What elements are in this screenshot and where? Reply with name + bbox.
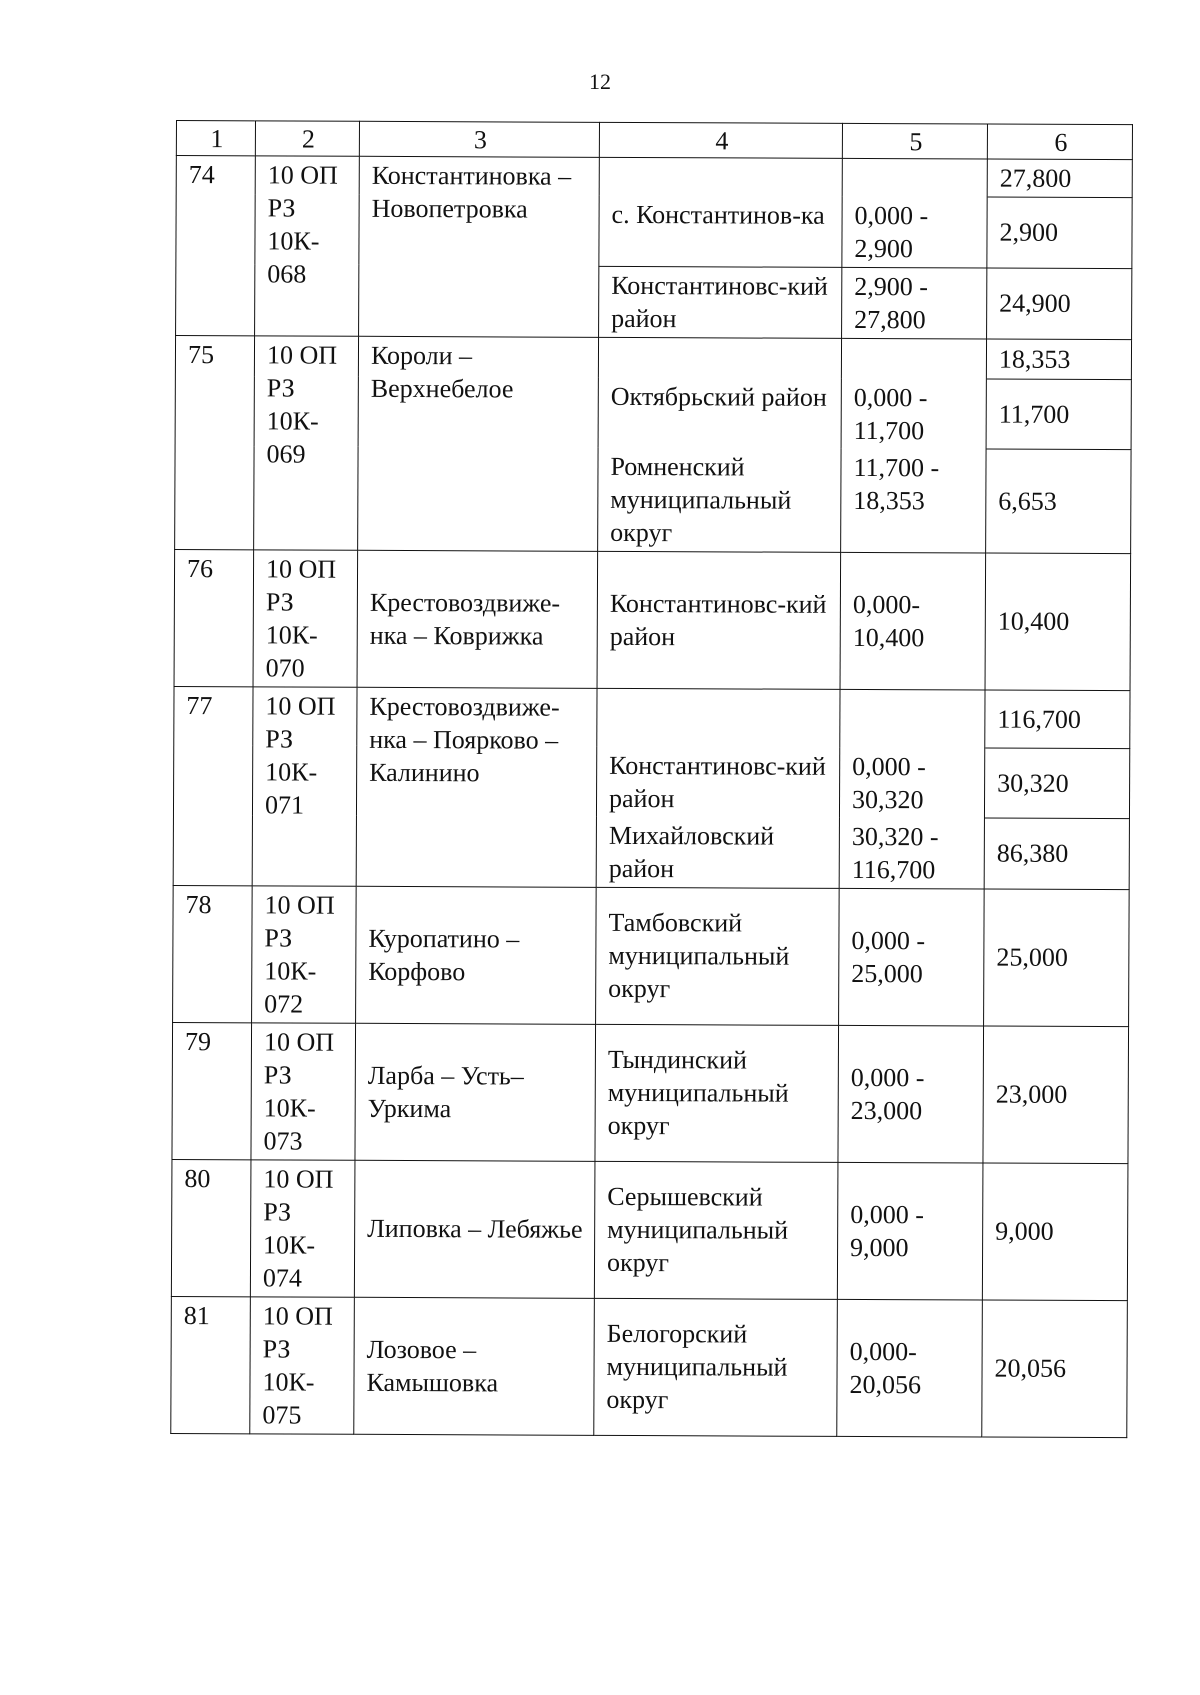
road-code-line: 070 [265,652,305,683]
segment-area: Ромненский муниципальный округ [598,447,841,552]
road-code-line: РЗ [263,1059,292,1090]
range-cell: 0,000 - 23,000 [838,1025,984,1163]
segment-length: 30,320 [984,748,1129,819]
road-code-line: 074 [262,1262,303,1293]
road-code-line: 10К- [263,1092,316,1123]
segment-range: 0,000 - 2,900 [842,196,987,267]
road-code-line: 10К- [263,1229,316,1260]
table-row [176,156,1132,198]
range-cell: 0,000- 10,400 [840,552,986,690]
area-cell-empty [599,157,842,196]
road-name: Крестовоздвиже-нка – Коврижка [357,550,598,688]
range-cell-empty [841,338,986,379]
length-cell: 23,000 [983,1026,1129,1164]
length-cell: 20,056 [982,1300,1128,1438]
length-cell: 10,400 [985,553,1131,691]
road-code [252,686,357,885]
area-cell: Белогорский муниципальный округ [594,1298,838,1436]
road-code-line: РЗ [266,372,295,403]
segment-area: Константиновс-кий район [599,266,842,338]
segment-length: 11,700 [986,379,1131,450]
row-number: 74 [176,156,256,336]
segment-range: 30,320 - 116,700 [839,817,984,888]
road-code-line: 10К- [266,405,319,436]
area-cell: Тамбовский муниципальный округ [596,887,840,1025]
road-code-line: 10К- [265,756,318,787]
roads-table [170,120,1133,1438]
table-row [172,1022,1129,1163]
road-code-line: РЗ [265,723,294,754]
road-code [250,1296,355,1433]
area-cell-empty [597,688,840,748]
table-row [175,335,1131,380]
header-cell: 2 [255,121,359,156]
area-cell: Тындинский муниципальный округ [595,1024,839,1162]
road-code [250,1159,355,1296]
road-code-line: 075 [262,1399,302,1430]
road-code-line: 10 ОП [266,339,338,370]
road-code [255,156,360,336]
length-cell: 25,000 [984,889,1130,1027]
range-cell-empty [840,689,985,748]
total-length: 27,800 [987,159,1132,198]
road-code [253,549,358,686]
segment-length: 86,380 [984,818,1129,889]
road-name: Короли – Верхнебелое [358,336,599,551]
road-name: Куропатино – Корфово [356,886,597,1024]
segment-range: 0,000 - 11,700 [841,378,986,449]
row-number: 79 [172,1022,252,1159]
segment-area: Михайловский район [596,816,839,888]
road-code-line: 10 ОП [267,160,338,190]
road-code-line: 10 ОП [265,553,337,584]
header-cell: 3 [359,121,599,157]
row-number: 78 [173,885,253,1022]
road-code-line: РЗ [263,1196,292,1227]
range-cell: 0,000- 20,056 [837,1299,983,1437]
road-code-line: РЗ [265,586,294,617]
length-cell: 9,000 [982,1163,1128,1301]
road-code-line: 10 ОП [264,889,335,920]
road-code-line: 10К- [264,955,317,986]
road-code-line: 069 [266,438,306,469]
total-length: 18,353 [986,339,1131,380]
road-code-line: 10К- [265,619,318,650]
row-number: 77 [173,686,253,885]
segment-area: Константиновс-кий район [596,746,839,817]
area-cell-empty [598,337,841,379]
range-cell-empty [842,158,987,197]
table-row [174,686,1130,749]
road-name: Ларба – Усть–Уркима [355,1023,596,1161]
road-name: Крестовоздвиже-нка – Поярково – Калинино [356,687,597,887]
header-cell: 5 [842,123,987,159]
segment-range: 2,900 - 27,800 [842,267,987,339]
road-code-line: 072 [264,988,304,1019]
row-number: 76 [174,549,254,686]
segment-length: 2,900 [987,197,1132,268]
road-code-line: 073 [263,1125,303,1156]
segment-length: 24,900 [987,268,1132,340]
road-code-line: 10К- [262,1366,315,1397]
row-number: 75 [175,335,255,549]
road-code-line: 10 ОП [265,690,336,721]
segment-area: с. Константинов-ка [599,195,842,267]
total-length: 116,700 [985,690,1130,749]
road-code [254,335,359,549]
table-row [171,1296,1128,1437]
road-name: Константиновка – Новопетровка [359,156,600,337]
table-row [174,549,1131,690]
range-cell: 0,000 - 9,000 [837,1162,983,1300]
segment-range: 0,000 - 30,320 [839,747,984,818]
header-cell: 1 [176,121,255,156]
header-cell: 6 [987,124,1132,160]
range-cell: 0,000 - 25,000 [839,888,985,1026]
area-cell: Серышевский муниципальный округ [594,1161,838,1299]
row-number: 81 [171,1296,251,1433]
road-code-line: 071 [264,789,305,820]
segment-range: 11,700 - 18,353 [841,448,986,552]
road-name: Липовка – Лебяжье [354,1160,595,1298]
road-code-line: 068 [267,259,307,289]
area-cell: Константиновс-кий район [597,551,841,689]
road-code-line: 10 ОП [263,1163,334,1194]
road-code-line: 10 ОП [262,1300,333,1331]
road-code [251,1022,356,1159]
segment-area: Октябрьский район [598,377,841,448]
row-number: 80 [171,1159,251,1296]
road-code-line: 10 ОП [263,1026,335,1057]
road-code-line: РЗ [262,1333,291,1364]
page-number: 12 [589,69,611,94]
road-code-line: РЗ [264,922,293,953]
road-code-line: РЗ [267,193,296,223]
table-row [171,1159,1128,1300]
header-row [176,121,1132,160]
header-cell: 4 [599,122,842,158]
road-code [252,885,357,1022]
segment-length: 6,653 [986,449,1131,553]
road-name: Лозовое – Камышовка [354,1297,595,1435]
table-row [173,885,1130,1026]
road-code-line: 10К- [267,226,320,256]
